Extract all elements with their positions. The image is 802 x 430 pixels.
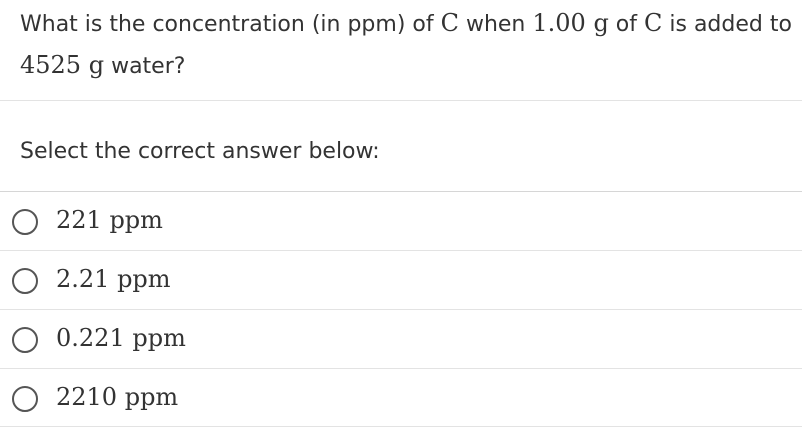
radio-button-icon[interactable] [12,268,38,294]
answer-option-3[interactable] [0,311,802,369]
option-label: 221 ppm [56,206,163,234]
radio-button-icon[interactable] [12,386,38,412]
answer-option-2[interactable] [0,252,802,310]
variable-c-second: C [644,9,663,37]
option-label: 2210 ppm [56,383,179,411]
water-mass: 4525 g [20,51,105,79]
question-divider [0,100,802,101]
radio-button-icon[interactable] [12,327,38,353]
option-divider [0,426,802,427]
answer-prompt: Select the correct answer below: [20,139,380,164]
question-part-4: is added to [662,12,792,37]
variable-c: C [440,9,459,37]
question-part-5: water? [104,54,186,79]
question-part-3: of [608,12,645,37]
answer-option-4[interactable] [0,370,802,428]
option-label: 0.221 ppm [56,324,186,352]
solute-mass: 1.00 g [532,9,609,37]
answer-option-1[interactable] [0,193,802,251]
option-divider [0,250,802,251]
question-text [20,3,802,87]
option-label: 2.21 ppm [56,265,171,293]
option-divider [0,309,802,310]
question-part-2: when [458,12,533,37]
option-divider [0,368,802,369]
question-part-1: What is the concentration (in ppm) of [20,12,441,37]
options-top-divider [0,191,802,192]
radio-button-icon[interactable] [12,209,38,235]
